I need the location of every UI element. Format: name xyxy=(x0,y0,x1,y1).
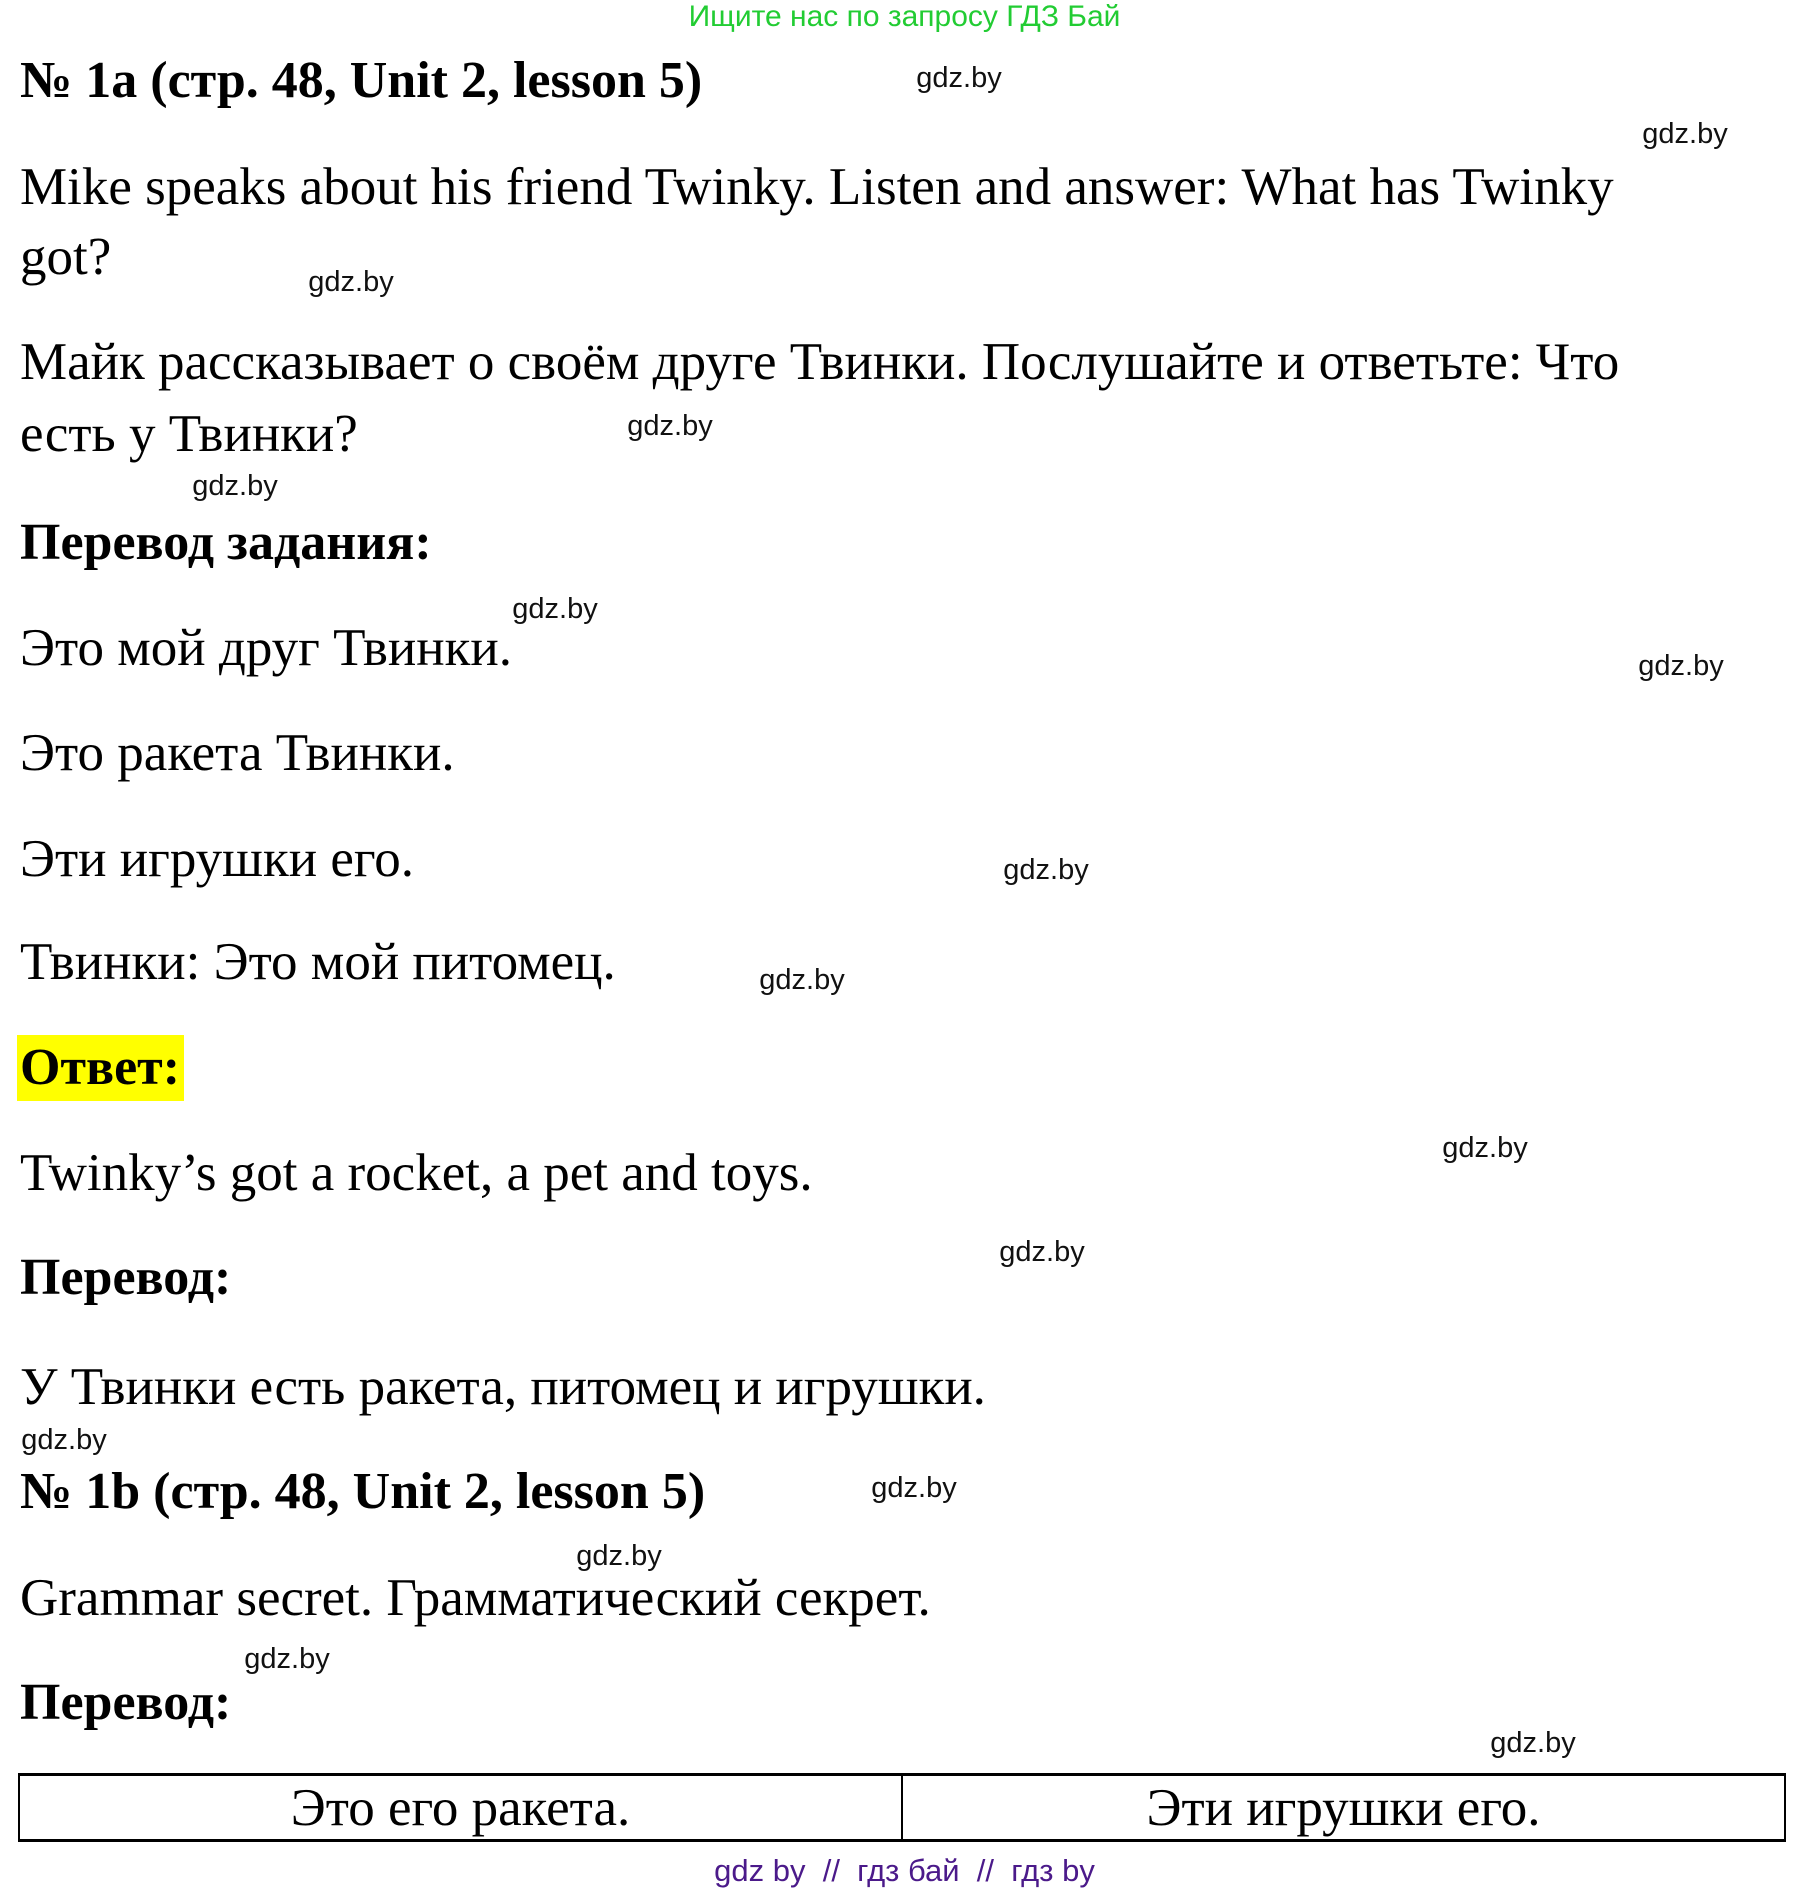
task-1b-translation-label: Перевод: xyxy=(20,1674,232,1731)
task-1a-instruction-ru-line2: есть у Твинки? xyxy=(20,405,358,463)
watermark: gdz.by xyxy=(999,1236,1085,1268)
task-1a-instruction-ru-line1: Майк рассказывает о своём друге Твинки. Послушайте и ответьте: Что xyxy=(20,333,1620,391)
table-cell: Это его ракета. xyxy=(19,1775,902,1841)
watermark: gdz.by xyxy=(1490,1727,1576,1759)
watermark: gdz.by xyxy=(308,266,394,298)
task-translation-line: Это ракета Твинки. xyxy=(20,724,455,782)
watermark: gdz.by xyxy=(916,62,1002,94)
watermark: gdz.by xyxy=(21,1424,107,1456)
footer-links: gdz by // гдз бай // гдз by xyxy=(714,1853,1095,1888)
watermark: gdz.by xyxy=(1638,650,1724,682)
watermark: gdz.by xyxy=(192,470,278,502)
task-1b-heading: № 1b (стр. 48, Unit 2, lesson 5) xyxy=(20,1463,706,1520)
task-1a-heading: № 1a (стр. 48, Unit 2, lesson 5) xyxy=(20,52,703,109)
task-translation-label: Перевод задания: xyxy=(20,514,432,571)
answer-text: Twinky’s got a rocket, a pet and toys. xyxy=(20,1144,813,1202)
task-translation-line: Твинки: Это мой питомец. xyxy=(20,933,616,991)
task-1a-instruction-en-line2: got? xyxy=(20,228,112,286)
answer-label: Ответ: xyxy=(17,1035,184,1101)
watermark: gdz.by xyxy=(1642,118,1728,150)
watermark: gdz.by xyxy=(512,593,598,625)
watermark: gdz.by xyxy=(244,1643,330,1675)
table-row xyxy=(19,1775,1785,1841)
watermark: gdz.by xyxy=(1003,854,1089,886)
answer-translation-label: Перевод: xyxy=(20,1249,232,1306)
task-translation-line: Это мой друг Твинки. xyxy=(20,619,512,677)
table-cell: Эти игрушки его. xyxy=(902,1775,1785,1841)
search-banner: Ищите нас по запросу ГДЗ Бай xyxy=(688,0,1121,33)
watermark: gdz.by xyxy=(576,1540,662,1572)
task-translation-line: Эти игрушки его. xyxy=(20,830,415,888)
grammar-table xyxy=(18,1773,1786,1842)
watermark: gdz.by xyxy=(871,1472,957,1504)
task-1a-instruction-en-line1: Mike speaks about his friend Twinky. Listen and answer: What has Twinky xyxy=(20,158,1614,216)
watermark: gdz.by xyxy=(759,964,845,996)
watermark: gdz.by xyxy=(627,410,713,442)
watermark: gdz.by xyxy=(1442,1132,1528,1164)
answer-translation-text: У Твинки есть ракета, питомец и игрушки. xyxy=(20,1358,986,1416)
task-1b-instruction: Grammar secret. Грамматический секрет. xyxy=(20,1569,931,1627)
